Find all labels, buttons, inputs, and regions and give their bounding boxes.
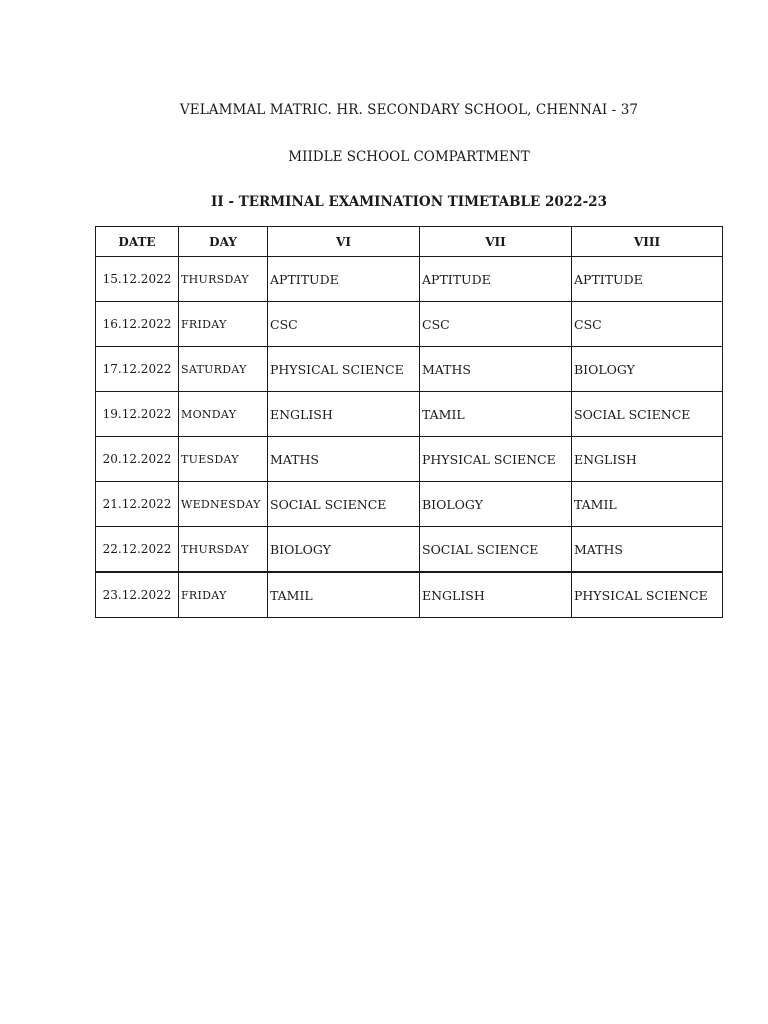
table-row: [96, 482, 723, 527]
column-header-date: DATE: [96, 227, 179, 257]
date-cell: 22.12.2022: [96, 527, 179, 573]
subject-vii-cell: BIOLOGY: [420, 482, 572, 527]
subject-vi-cell: BIOLOGY: [268, 527, 420, 573]
subject-viii-cell: CSC: [572, 302, 723, 347]
subject-viii-cell: SOCIAL SCIENCE: [572, 392, 723, 437]
subject-vii-cell: SOCIAL SCIENCE: [420, 527, 572, 573]
date-cell: 19.12.2022: [96, 392, 179, 437]
subject-vi-cell: TAMIL: [268, 572, 420, 618]
subject-vi-cell: APTITUDE: [268, 257, 420, 302]
day-cell: SATURDAY: [179, 347, 268, 392]
column-header-vii: VII: [420, 227, 572, 257]
date-cell: 20.12.2022: [96, 437, 179, 482]
day-cell: MONDAY: [179, 392, 268, 437]
table-row: [96, 572, 723, 618]
subject-vii-cell: APTITUDE: [420, 257, 572, 302]
table-row: [96, 257, 723, 302]
date-cell: 16.12.2022: [96, 302, 179, 347]
subject-vii-cell: MATHS: [420, 347, 572, 392]
school-name: VELAMMAL MATRIC. HR. SECONDARY SCHOOL, CHENNAI - 37: [179, 102, 639, 118]
subject-vi-cell: PHYSICAL SCIENCE: [268, 347, 420, 392]
subject-viii-cell: MATHS: [572, 527, 723, 573]
table-row: [96, 347, 723, 392]
date-cell: 21.12.2022: [96, 482, 179, 527]
date-cell: 17.12.2022: [96, 347, 179, 392]
day-cell: TUESDAY: [179, 437, 268, 482]
subject-vi-cell: MATHS: [268, 437, 420, 482]
table-row: [96, 392, 723, 437]
day-cell: FRIDAY: [179, 572, 268, 618]
table-row: [96, 302, 723, 347]
subject-viii-cell: TAMIL: [572, 482, 723, 527]
subject-vii-cell: TAMIL: [420, 392, 572, 437]
subject-vii-cell: PHYSICAL SCIENCE: [420, 437, 572, 482]
table-row: [96, 437, 723, 482]
subject-vi-cell: SOCIAL SCIENCE: [268, 482, 420, 527]
column-header-vi: VI: [268, 227, 420, 257]
subject-viii-cell: PHYSICAL SCIENCE: [572, 572, 723, 618]
day-cell: THURSDAY: [179, 257, 268, 302]
subject-vi-cell: CSC: [268, 302, 420, 347]
column-header-viii: VIII: [572, 227, 723, 257]
table-header-row: [96, 227, 723, 257]
subject-vii-cell: CSC: [420, 302, 572, 347]
section-title: MIIDLE SCHOOL COMPARTMENT: [288, 149, 530, 165]
day-cell: THURSDAY: [179, 527, 268, 573]
date-cell: 23.12.2022: [96, 572, 179, 618]
subject-vi-cell: ENGLISH: [268, 392, 420, 437]
date-cell: 15.12.2022: [96, 257, 179, 302]
exam-title: II - TERMINAL EXAMINATION TIMETABLE 2022-23: [211, 194, 607, 210]
subject-viii-cell: BIOLOGY: [572, 347, 723, 392]
subject-vii-cell: ENGLISH: [420, 572, 572, 618]
subject-viii-cell: APTITUDE: [572, 257, 723, 302]
day-cell: WEDNESDAY: [179, 482, 268, 527]
subject-viii-cell: ENGLISH: [572, 437, 723, 482]
exam-timetable: [95, 226, 723, 618]
day-cell: FRIDAY: [179, 302, 268, 347]
table-row: [96, 527, 723, 573]
column-header-day: DAY: [179, 227, 268, 257]
